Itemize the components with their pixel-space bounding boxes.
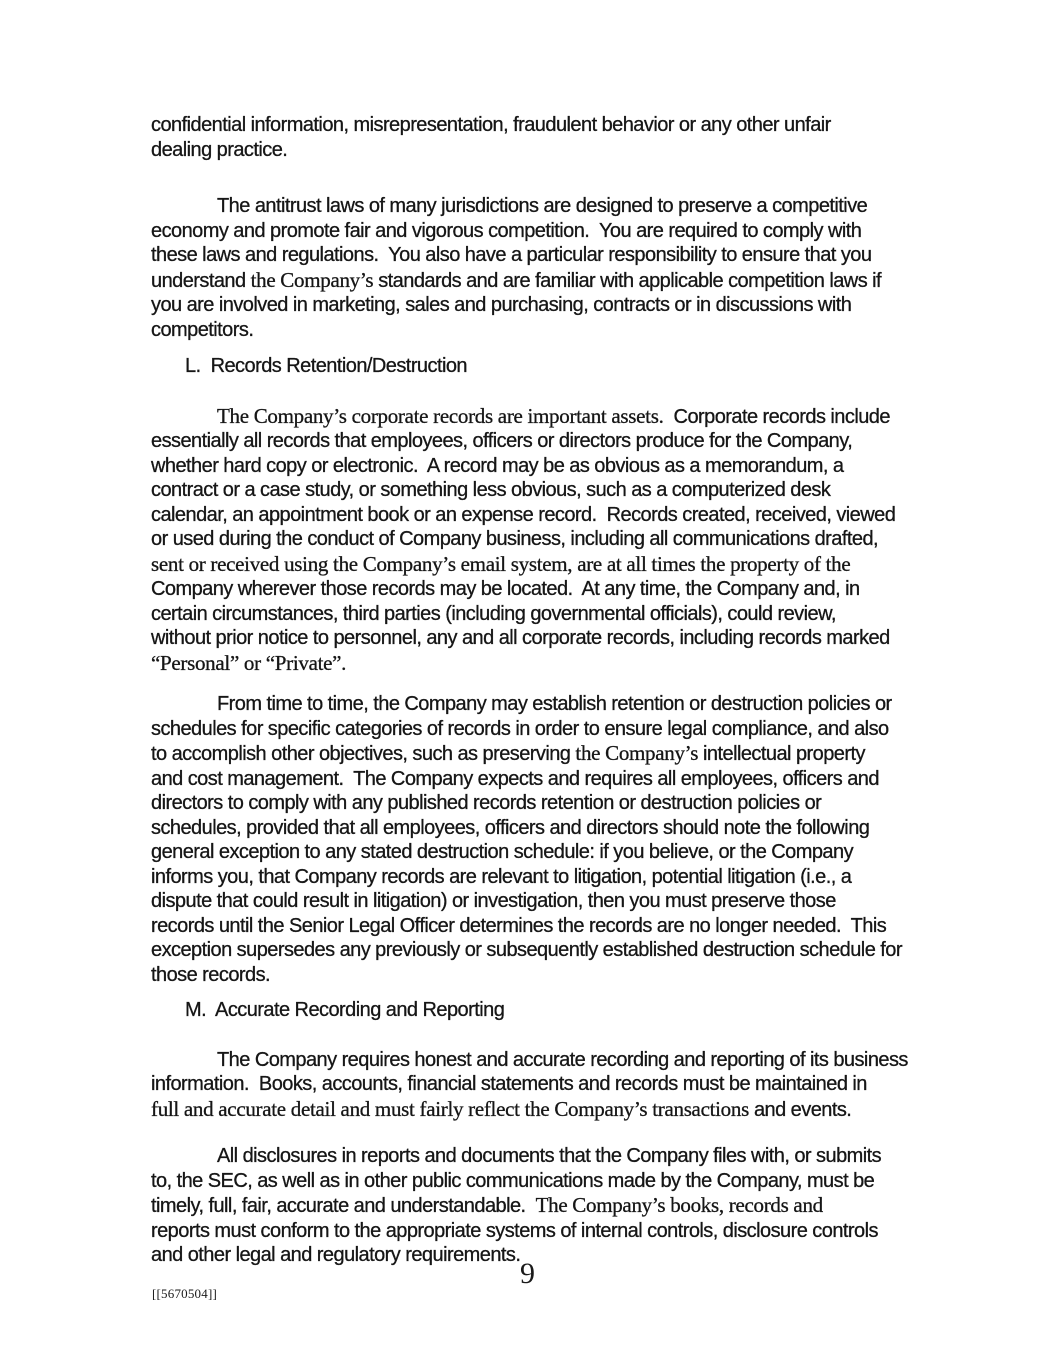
- text-segment: full and accurate detail and must fairly reflect the Company’s transactions: [151, 1096, 749, 1121]
- text-segment: schedules, provided that all employees, officers and directors should note the following: [151, 816, 870, 839]
- text-line: [151, 791, 981, 816]
- text-segment: without prior notice to personnel, any and all corporate records, including records marked: [151, 627, 890, 649]
- text-line: [151, 602, 981, 627]
- text-segment: M. Accurate Recording and Reporting: [185, 999, 505, 1021]
- text-segment: certain circumstances, third parties (including governmental officials), could review,: [151, 602, 836, 625]
- text-segment: L. Records Retention/Destruction: [185, 355, 467, 377]
- text-segment: economy and promote fair and vigorous competition. You are required to comply with: [151, 219, 862, 242]
- text-segment: schedules for specific categories of records in order to ensure legal compliance, and also: [151, 717, 889, 740]
- text-segment: intellectual property: [703, 743, 865, 765]
- text-line: [151, 577, 981, 602]
- text-line: [151, 626, 981, 651]
- text-line: [151, 293, 981, 318]
- text-segment: From time to time, the Company may establish retention or destruction policies or: [217, 693, 892, 715]
- page-number: 9: [520, 1257, 535, 1290]
- text-line: [151, 1169, 981, 1194]
- text-line: [151, 1219, 981, 1244]
- text-segment: The Company’s books, records and: [535, 1193, 823, 1217]
- text-line: [151, 717, 981, 742]
- paragraph: [151, 194, 981, 342]
- text-segment: general exception to any stated destruction schedule: if you believe, or the Company: [151, 841, 854, 863]
- paragraph: [151, 1144, 981, 1268]
- paragraph: [151, 692, 981, 987]
- section-heading: [151, 998, 981, 1023]
- text-line: [151, 914, 981, 939]
- text-line: [151, 741, 981, 767]
- text-segment: directors to comply with any published records retention or destruction policies or: [151, 792, 822, 814]
- text-line: [151, 1072, 981, 1097]
- text-segment: The Company requires honest and accurate recording and reporting of its business: [217, 1048, 908, 1071]
- text-segment: The antitrust laws of many jurisdictions are designed to preserve a competitive: [217, 195, 868, 217]
- text-segment: or used during the conduct of Company business, including all communications drafted,: [151, 528, 879, 550]
- text-segment: timely, full, fair, accurate and understandable.: [151, 1195, 536, 1217]
- text-line: [151, 404, 981, 430]
- text-line: [151, 219, 981, 244]
- text-line: [151, 138, 981, 163]
- text-segment: dealing practice.: [151, 138, 288, 161]
- text-line: [151, 963, 981, 988]
- text-line: [151, 692, 981, 717]
- text-segment: Corporate records include: [663, 405, 890, 428]
- text-line: [151, 1144, 981, 1169]
- text-line: [151, 268, 981, 294]
- text-segment: All disclosures in reports and documents that the Company files with, or submits: [217, 1145, 882, 1167]
- text-segment: dispute that could result in litigation) or investigation, then you must preserve those: [151, 890, 836, 912]
- text-segment: confidential information, misrepresentation, fraudulent behavior or any other unfair: [151, 114, 831, 136]
- text-segment: these laws and regulations. You also have a particular responsibility to ensure that you: [151, 244, 872, 266]
- text-line: [151, 552, 981, 578]
- text-segment: and cost management. The Company expects and requires all employees, officers and: [151, 767, 879, 790]
- paragraph: [151, 404, 981, 677]
- text-segment: informs you, that Company records are relevant to litigation, potential litigation (i.e., a: [151, 865, 852, 888]
- text-line: [151, 503, 981, 528]
- text-segment: essentially all records that employees, officers or directors produce for the Company,: [151, 430, 853, 452]
- text-segment: and other legal and regulatory requirements.: [151, 1244, 521, 1266]
- paragraph: [151, 1048, 981, 1123]
- text-line: [151, 1193, 981, 1219]
- text-line: [151, 354, 981, 379]
- text-line: [151, 816, 981, 841]
- text-segment: calendar, an appointment book or an expense record. Records created, received, viewed: [151, 503, 896, 526]
- text-segment: standards and are familiar with applicable competition laws if: [378, 269, 882, 292]
- text-line: [151, 1097, 981, 1123]
- text-segment: contract or a case study, or something less obvious, such as a computerized desk: [151, 479, 831, 501]
- text-segment: the Company’s: [250, 267, 379, 292]
- text-segment: you are involved in marketing, sales and purchasing, contracts or in discussions with: [151, 294, 852, 316]
- text-line: [151, 938, 981, 963]
- text-line: [151, 478, 981, 503]
- text-line: [151, 840, 981, 865]
- paragraph: [151, 113, 981, 162]
- text-line: [151, 767, 981, 792]
- text-segment: reports must conform to the appropriate systems of internal controls, disclosure controls: [151, 1219, 878, 1242]
- text-line: [151, 998, 981, 1023]
- text-segment: information. Books, accounts, financial statements and records must be maintained in: [151, 1073, 867, 1095]
- text-line: [151, 527, 981, 552]
- text-segment: understand: [151, 269, 251, 292]
- text-segment: whether hard copy or electronic. A record may be as obvious as a memorandum, a: [151, 454, 844, 477]
- text-segment: to, the SEC, as well as in other public communications made by the Company, must be: [151, 1169, 875, 1192]
- text-segment: records until the Senior Legal Officer determines the records are no longer needed. This: [151, 914, 887, 937]
- text-segment: to accomplish other objectives, such as preserving: [151, 743, 576, 765]
- text-line: [151, 454, 981, 479]
- text-segment: those records.: [151, 963, 271, 986]
- text-segment: “Personal” or “Private”.: [151, 650, 347, 675]
- document-content: [151, 113, 981, 1268]
- text-segment: competitors.: [151, 318, 254, 341]
- text-line: [151, 318, 981, 343]
- text-segment: and events.: [748, 1098, 852, 1121]
- text-line: [151, 651, 981, 677]
- document-id-stamp: [[5670504]]: [152, 1286, 218, 1301]
- section-heading: [151, 354, 981, 379]
- text-line: [151, 1048, 981, 1073]
- text-line: [151, 243, 981, 268]
- text-segment: Company wherever those records may be located. At any time, the Company and, in: [151, 578, 860, 600]
- text-segment: sent or received using the Company’s email system, are at all times the property of the: [151, 551, 851, 576]
- text-line: [151, 865, 981, 890]
- text-line: [151, 889, 981, 914]
- text-segment: The Company’s corporate records are important assets.: [217, 403, 664, 428]
- text-line: [151, 113, 981, 138]
- text-segment: the Company’s: [575, 741, 704, 765]
- text-segment: exception supersedes any previously or subsequently established destruction schedule for: [151, 939, 902, 961]
- text-line: [151, 194, 981, 219]
- text-line: [151, 429, 981, 454]
